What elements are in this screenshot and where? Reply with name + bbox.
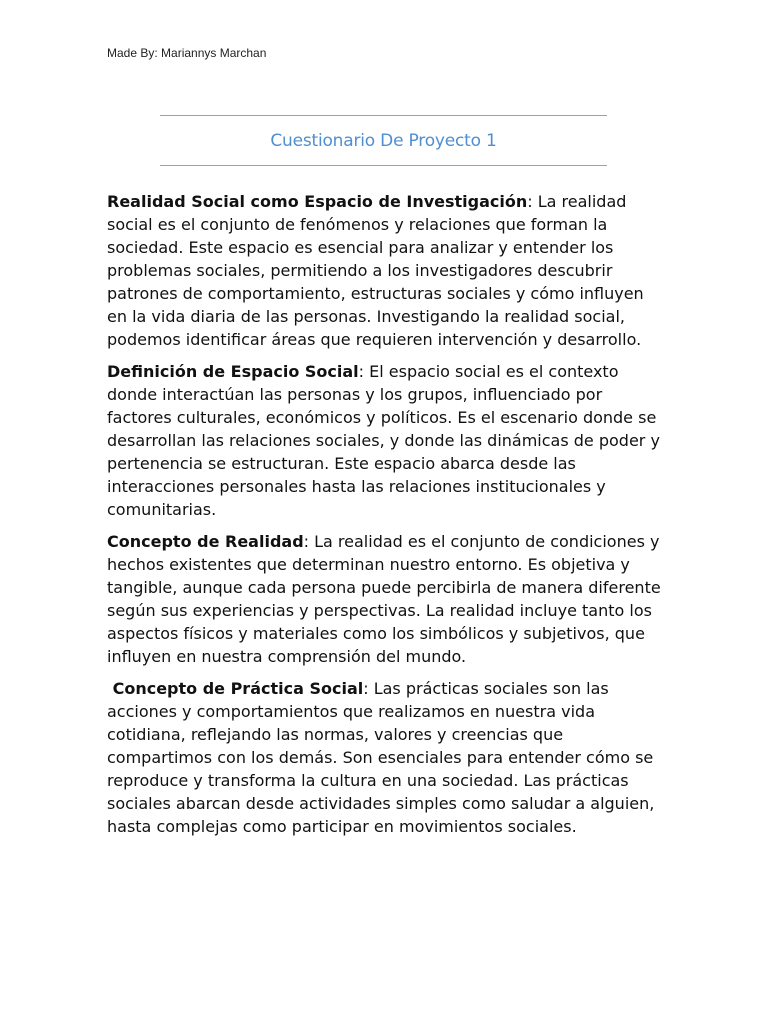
document-body (107, 190, 666, 847)
paragraph-heading: Realidad Social como Espacio de Investigación (107, 192, 528, 211)
paragraph-realidad-social (107, 190, 663, 351)
paragraph-heading: Definición de Espacio Social (107, 362, 359, 381)
paragraph-text: : El espacio social es el contexto donde interactúan las personas y los grupos, influenciado por factores culturales, económicos y políticos. Es el escenario donde se desarrollan las relaciones sociales, y donde las dinámicas de poder y pertenencia se estructuran. Este espacio abarca desde las interacciones personales hasta las relaciones institucionales y comunitarias. (107, 362, 666, 519)
paragraph-heading: Concepto de Realidad (107, 532, 304, 551)
title-block (160, 115, 607, 166)
paragraph-text: : La realidad social es el conjunto de fenómenos y relaciones que forman la sociedad. Este espacio es esencial para analizar y entender los problemas sociales, permitiendo a los investigadores descubrir patrones de comportamiento, estructuras sociales y cómo influyen en la vida diaria de las personas. Investigando la realidad social, podemos identificar áreas que requieren intervención y desarrollo. (107, 192, 649, 349)
paragraph-espacio-social (107, 360, 666, 521)
paragraph-text: : Las prácticas sociales son las acciones y comportamientos que realizamos en nuestra vida cotidiana, reflejando las normas, valores y creencias que compartimos con los demás. Son esenciales para entender cómo se reproduce y transforma la cultura en una sociedad. Las prácticas sociales abarcan desde actividades simples como saludar a alguien, hasta complejas como participar en movimientos sociales. (107, 679, 660, 836)
paragraph-heading: Concepto de Práctica Social (107, 679, 364, 698)
document-title: Cuestionario De Proyecto 1 (270, 130, 497, 151)
author-credit: Made By: Mariannys Marchan (107, 46, 267, 60)
paragraph-practica-social (107, 677, 663, 838)
paragraph-concepto-realidad (107, 530, 666, 668)
paragraph-text: : La realidad es el conjunto de condiciones y hechos existentes que determinan nuestro entorno. Es objetiva y tangible, aunque cada persona puede percibirla de manera diferente según sus experiencias y perspectivas. La realidad incluye tanto los aspectos físicos y materiales como los simbólicos y subjetivos, que influyen en nuestra comprensión del mundo. (107, 532, 666, 666)
